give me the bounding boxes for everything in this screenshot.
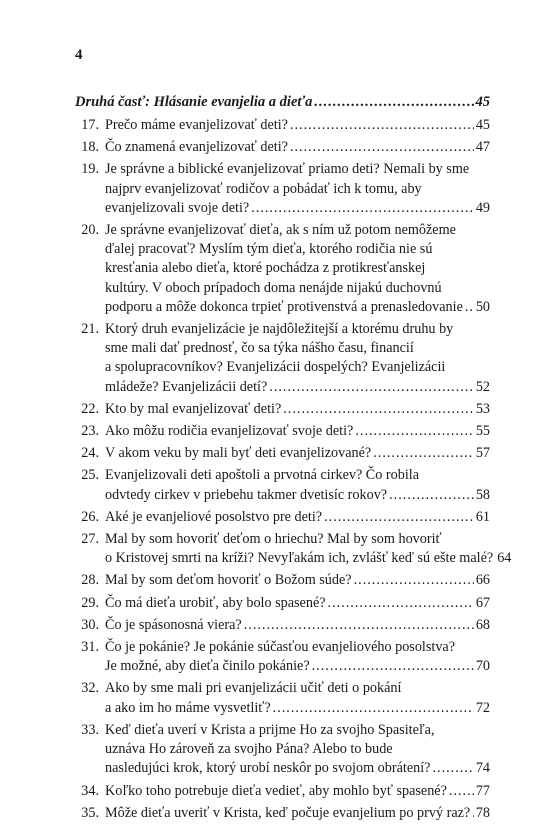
entry-number: 19. (81, 161, 99, 178)
table-of-contents (75, 116, 512, 826)
entry-page: 61 (475, 508, 490, 525)
entry-text (105, 400, 490, 419)
entry-last-line (105, 138, 490, 157)
entry-text (105, 320, 490, 397)
entry-text (105, 638, 490, 676)
leader-dots (273, 699, 474, 718)
entry-line: kultúry. V oboch prípadoch doma nenájde nijakú duchovnú (105, 279, 442, 296)
entry-line: Prečo máme evanjelizovať deti? (105, 117, 288, 133)
entry-page: 50 (475, 298, 490, 315)
entry-text (105, 782, 490, 801)
leader-dots (373, 444, 474, 463)
entry-page: 67 (475, 594, 490, 611)
toc-entry (75, 571, 490, 590)
leader-dots (355, 422, 473, 441)
entry-last-line (105, 594, 490, 613)
entry-line: Čo má dieťa urobiť, aby bolo spasené? (105, 594, 326, 611)
entry-line: Mal by som deťom hovoriť o Božom súde? (105, 572, 352, 589)
entry-page: 78 (475, 804, 490, 821)
leader-dots (244, 616, 474, 635)
leader-dots (324, 508, 474, 527)
entry-line: Čo je spásonosná viera? (105, 616, 242, 633)
entry-text (105, 160, 490, 218)
toc-entry (75, 594, 490, 613)
entry-number: 23. (81, 423, 99, 440)
leader-dots (269, 378, 474, 397)
leader-dots (314, 94, 473, 111)
entry-page: 53 (475, 400, 490, 417)
entry-number: 24. (81, 445, 99, 462)
entry-number: 34. (81, 782, 99, 799)
entry-page: 58 (475, 486, 490, 503)
entry-line: Mal by som hovoriť deťom o hriechu? Mal by som hovoriť (105, 531, 442, 548)
leader-dots (432, 759, 473, 778)
toc-entry (75, 138, 490, 157)
entry-number: 17. (81, 117, 99, 133)
entry-last-line (105, 400, 490, 419)
toc-entry (75, 221, 490, 317)
entry-line: Môže dieťa uveriť v Krista, keď počuje evanjelium po prvý raz? (105, 804, 471, 821)
toc-entry (75, 679, 490, 717)
entry-text (105, 804, 490, 823)
toc-entry (75, 400, 490, 419)
toc-entry (75, 616, 490, 635)
leader-dots (251, 199, 474, 218)
entry-last-line (105, 378, 490, 397)
toc-entry (75, 804, 490, 823)
entry-number: 28. (81, 572, 99, 589)
entry-number: 25. (81, 467, 99, 484)
toc-entry (75, 422, 490, 441)
entry-number: 31. (81, 639, 99, 656)
entry-page: 57 (475, 445, 490, 462)
entry-page: 72 (475, 699, 490, 716)
toc-section-heading (75, 94, 490, 111)
entry-number: 35. (81, 804, 99, 821)
entry-line: Je možné, aby dieťa činilo pokánie? (105, 658, 310, 675)
leader-dots (472, 804, 474, 823)
entry-line: sme mali dať prednosť, čo sa týka nášho času, financií (105, 340, 414, 357)
entry-line: uznáva Ho zároveň za svojho Pána? Alebo to bude (105, 741, 393, 758)
entry-line: odvtedy cirkev v priebehu takmer dvetisíc rokov? (105, 486, 388, 503)
toc-entry (75, 638, 490, 676)
entry-number: 26. (81, 508, 99, 525)
toc-entry (75, 466, 490, 504)
entry-last-line (105, 199, 490, 218)
leader-dots (312, 657, 474, 676)
leader-dots (354, 571, 474, 590)
section-page: 45 (475, 94, 490, 110)
entry-line: a spolupracovníkov? Evanjelizácii dospelých? Evanjelizácii (105, 359, 446, 376)
entry-last-line (105, 616, 490, 635)
leader-dots (290, 138, 474, 157)
entry-text (105, 721, 490, 779)
entry-text (105, 422, 490, 441)
entry-last-line (105, 444, 490, 463)
entry-last-line (105, 116, 490, 135)
entry-number: 18. (81, 139, 99, 156)
toc-entry (75, 508, 490, 527)
entry-last-line (105, 508, 490, 527)
entry-page: 77 (475, 782, 490, 799)
entry-number: 30. (81, 616, 99, 633)
entry-line: o Kristovej smrti na kríži? Nevyľakám ich, zvlášť keď sú ešte malé? (105, 550, 494, 567)
entry-last-line (105, 699, 490, 718)
entry-text (105, 508, 490, 527)
toc-entry (75, 116, 490, 135)
leader-dots (449, 782, 474, 801)
entry-last-line (105, 422, 490, 441)
entry-line: a ako im ho máme vysvetliť? (105, 699, 271, 716)
entry-text (105, 138, 490, 157)
entry-page: 47 (475, 139, 490, 156)
entry-last-line (105, 804, 490, 823)
leader-dots (290, 116, 474, 135)
entry-last-line (105, 782, 490, 801)
entry-page: 45 (475, 117, 490, 133)
toc-entry (75, 782, 490, 801)
entry-page: 70 (475, 658, 490, 675)
toc-entry (75, 721, 490, 779)
leader-dots (283, 400, 474, 419)
entry-line: V akom veku by mali byť deti evanjelizované? (105, 445, 372, 462)
toc-entry (75, 530, 512, 568)
entry-line: Je správne a biblické evanjelizovať priamo deti? Nemali by sme (105, 161, 470, 178)
entry-number: 32. (81, 680, 99, 697)
entry-line: mládeže? Evanjelizácii detí? (105, 378, 268, 395)
entry-last-line (105, 759, 490, 778)
entry-page: 74 (475, 760, 490, 777)
leader-dots (328, 594, 474, 613)
entry-number: 27. (81, 531, 99, 548)
entry-line: Kto by mal evanjelizovať deti? (105, 400, 282, 417)
entry-page: 49 (475, 199, 490, 216)
entry-text (105, 116, 490, 135)
entry-page: 55 (475, 423, 490, 440)
entry-last-line (105, 657, 490, 676)
entry-line: nasledujúci krok, ktorý urobí neskôr po svojom obrátení? (105, 760, 431, 777)
entry-line: Keď dieťa uverí v Krista a prijme Ho za svojho Spasiteľa, (105, 721, 435, 738)
entry-line: podporu a môže dokonca trpieť protivenstvá a prenasledovanie (105, 298, 463, 315)
entry-line: Je správne evanjelizovať dieťa, ak s ním už potom nemôžeme (105, 222, 456, 239)
entry-number: 33. (81, 721, 99, 738)
entry-text (105, 466, 490, 504)
entry-line: Ako by sme mali pri evanjelizácii učiť deti o pokání (105, 680, 402, 697)
entry-page: 66 (475, 572, 490, 589)
entry-number: 29. (81, 594, 99, 611)
entry-page: 64 (497, 550, 512, 567)
toc-entry (75, 320, 490, 397)
toc-entry (75, 444, 490, 463)
entry-text (105, 679, 490, 717)
toc-entry (75, 160, 490, 218)
entry-line: Ako môžu rodičia evanjelizovať svoje deti? (105, 423, 354, 440)
entry-text (105, 594, 490, 613)
entry-line: Čo znamená evanjelizovať deti? (105, 139, 288, 156)
entry-text (105, 444, 490, 463)
entry-page: 68 (475, 616, 490, 633)
entry-line: Koľko toho potrebuje dieťa vedieť, aby mohlo byť spasené? (105, 782, 447, 799)
entry-last-line (105, 298, 490, 317)
entry-number: 20. (81, 222, 99, 239)
leader-dots (389, 486, 474, 505)
entry-last-line (105, 486, 490, 505)
entry-line: Aké je evanjeliové posolstvo pre deti? (105, 508, 323, 525)
entry-last-line (105, 549, 512, 568)
entry-page: 52 (475, 378, 490, 395)
entry-text (105, 571, 490, 590)
entry-line: Čo je pokánie? Je pokánie súčasťou evanjeliového posolstva? (105, 639, 456, 656)
entry-text (105, 616, 490, 635)
entry-line: Ktorý druh evanjelizácie je najdôležitejší a ktorému druhu by (105, 321, 454, 338)
entry-text (105, 530, 512, 568)
entry-line: ďalej pracovať? Myslím tým dieťa, ktorého rodičia nie sú (105, 241, 433, 258)
entry-last-line (105, 571, 490, 590)
entry-number: 22. (81, 400, 99, 417)
leader-dots (465, 298, 474, 317)
section-title: Druhá časť: Hlásanie evanjelia a dieťa (75, 94, 313, 110)
entry-text (105, 221, 490, 317)
entry-line: kresťania alebo dieťa, ktoré pochádza z protikresťanskej (105, 260, 426, 277)
entry-line: evanjelizovali svoje deti? (105, 199, 250, 216)
entry-line: najprv evanjelizovať rodičov a pobádať ich k tomu, aby (105, 180, 422, 197)
page-number: 4 (75, 47, 83, 63)
entry-line: Evanjelizovali deti apoštoli a prvotná cirkev? Čo robila (105, 467, 419, 484)
entry-number: 21. (81, 321, 99, 338)
